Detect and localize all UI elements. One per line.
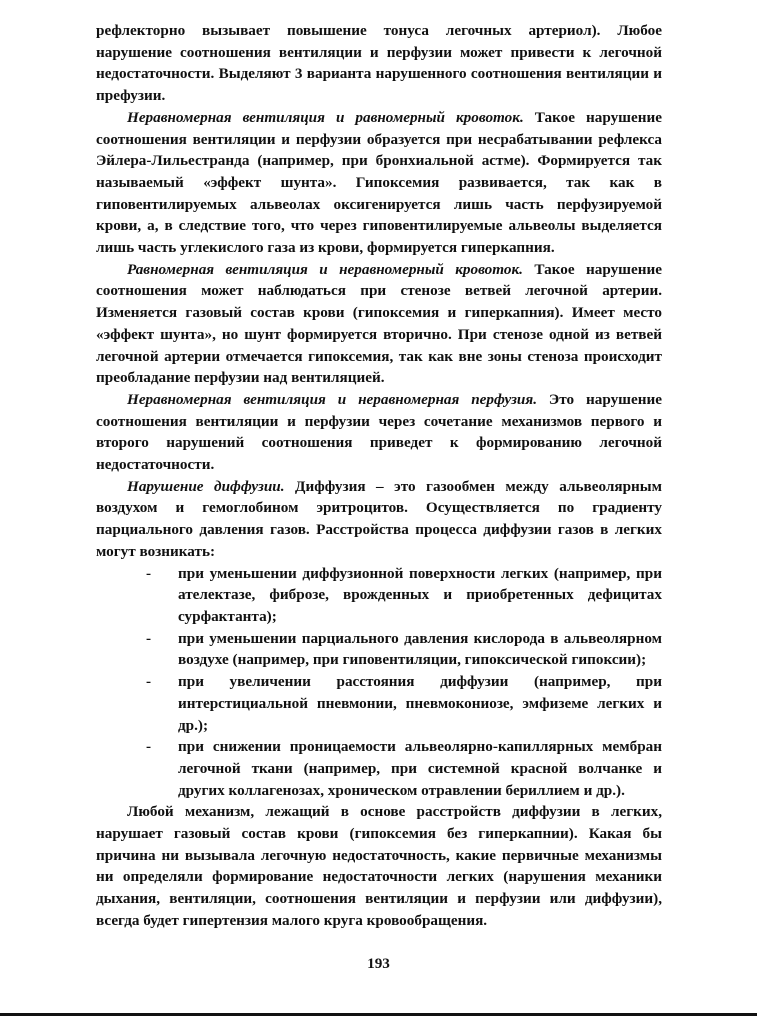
text-uneven-bloodflow: Такое нарушение соотношения может наблюдаться при стенозе ветвей легочной артерии. Изменяется газовый состав крови (гипоксемия и гиперкапния). Имеет место «эффект шунта», но шунт формируется вторично. При стенозе одной из ветвей легочной артерии отмечается гипоксемия, так как вне зоны стеноза происходит преобладание перфузии над вентиляцией. — [96, 260, 662, 387]
list-item: - при уменьшении парциального давления кислорода в альвеолярном воздухе (например, при гиповентиляции, гипоксической гипоксии); — [146, 629, 662, 669]
page-body — [96, 20, 662, 932]
text-uneven-ventilation: Такое нарушение соотношения вентиляции и перфузии образуется при несрабатывании рефлекса Эйлера-Лильестранда (например, при бронхиальной астме). Формируется так называемый «эффект шунта». Гипоксемия развивается, так как в гиповентилируемых альвеолах оксигенируется лишь часть перфузируемой крови, а, в следствие того, что через гиповентилируемые альвеолы выделяется лишь часть углекислого газа из крови, формируется гиперкапния. — [96, 108, 662, 257]
list-dash: - — [146, 629, 152, 647]
paragraph-intro: рефлекторно вызывает повышение тонуса легочных артериол). Любое нарушение соотношения вентиляции и перфузии может привести к легочной недостаточности. Выделяют 3 варианта нарушенного соотношения вентиляции и префузии. — [96, 22, 662, 105]
list-item: - при увеличении расстояния диффузии (например, при интерстициальной пневмонии, пневмокониозе, эмфиземе легких и др.); — [146, 673, 662, 734]
list-dash: - — [146, 564, 152, 582]
paragraph-uneven-both — [96, 389, 662, 476]
bottom-rule — [0, 1013, 757, 1016]
list-dash: - — [146, 673, 152, 691]
paragraph-uneven-ventilation — [96, 107, 662, 259]
diffusion-causes-list — [96, 563, 662, 802]
paragraph-conclusion: Любой механизм, лежащий в основе расстройств диффузии в легких, нарушает газовый состав крови (гипоксемия без гиперкапнии). Какая бы причина ни вызывала легочную недостаточность, какие первичные механизмы ни определяли формирование недостаточности легких (нарушения механики дыхания, вентиляции, соотношения вентиляции и перфузии или диффузии), всегда будет гипертензия малого круга кровообращения. — [96, 803, 662, 929]
paragraph-uneven-bloodflow — [96, 259, 662, 389]
text-uneven-both: Это нарушение соотношения вентиляции и перфузии через сочетание механизмов первого и второго нарушений соотношения приведет к формированию легочной недостаточности. — [96, 390, 662, 474]
paragraph-diffusion — [96, 476, 662, 563]
list-item: - при уменьшении диффузионной поверхности легких (например, при ателектазе, фиброзе, врожденных и приобретенных дефицитах сурфактанта); — [146, 564, 662, 625]
heading-uneven-bloodflow: Равномерная вентиляция и неравномерный кровоток. — [127, 260, 523, 278]
list-dash: - — [146, 738, 152, 756]
heading-diffusion: Нарушение диффузии. — [127, 477, 285, 495]
text-diffusion: Диффузия – это газообмен между альвеолярным воздухом и гемоглобином эритроцитов. Осуществляется по градиенту парциального давления газов. Расстройства процесса диффузии газов в легких могут возникать: — [96, 477, 662, 560]
list-item: - при снижении проницаемости альвеолярно-капиллярных мембран легочной ткани (например, при системной красной волчанке и других коллагенозах, хроническом отравлении бериллием и др.). — [146, 738, 662, 799]
heading-uneven-both: Неравномерная вентиляция и неравномерная перфузия. — [127, 390, 538, 408]
heading-uneven-ventilation: Неравномерная вентиляция и равномерный кровоток. — [127, 108, 524, 126]
page-number: 193 — [367, 955, 390, 972]
